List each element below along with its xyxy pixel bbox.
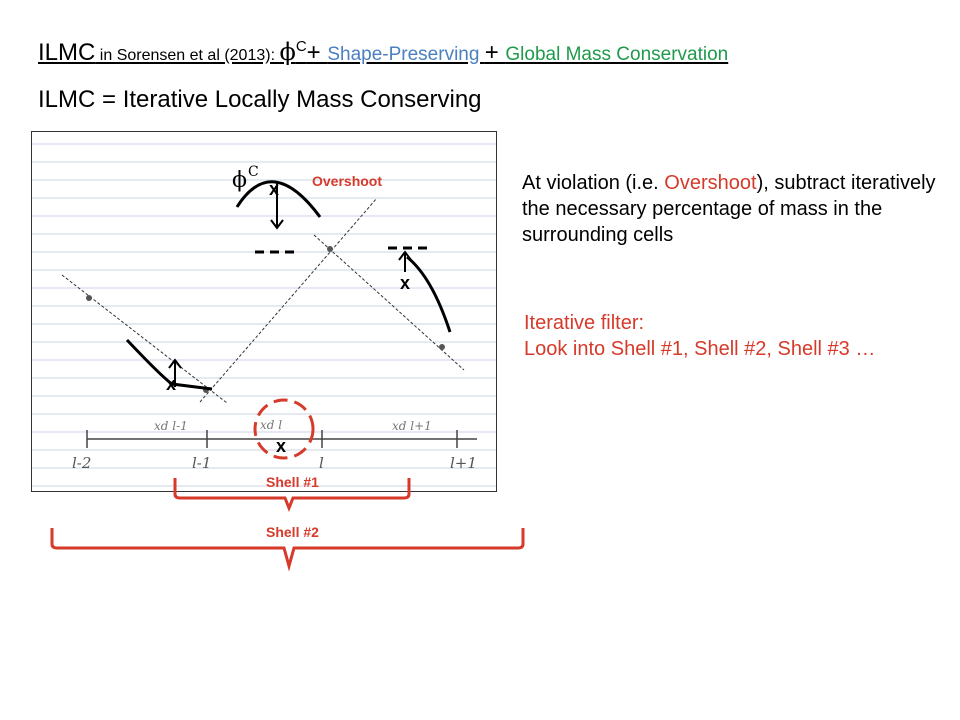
xd-label-l: xd l: [260, 418, 283, 432]
shell-2-label: Shell #2: [266, 524, 319, 540]
violation-text: [522, 170, 942, 248]
violation-pre: At violation (i.e.: [522, 172, 665, 194]
axis-label-l: l: [319, 454, 324, 472]
x-mark-left: x: [166, 374, 177, 394]
title-plus-1: +: [306, 39, 328, 66]
title-citation: in Sorensen et al (2013):: [95, 47, 280, 64]
axis-label-l-1: l-1: [192, 454, 212, 472]
filter-line-2: Look into Shell #1, Shell #2, Shell #3 …: [524, 338, 876, 360]
title-shape-preserving: Shape-Preserving: [327, 44, 485, 65]
violation-post: ), subtract iteratively the necessary percentage of mass in the surrounding cells: [522, 172, 936, 246]
phi-c-sup: C: [248, 164, 259, 180]
phi-c-label: ϕ: [232, 168, 247, 193]
filter-line-1: Iterative filter:: [524, 312, 645, 334]
shell-1-circle: [255, 400, 313, 458]
axis-label-l+1: l+1: [450, 454, 477, 472]
overshoot-label: Overshoot: [312, 173, 383, 189]
x-mark-peak: x: [269, 179, 280, 199]
title-global-mass: Global Mass Conservation: [505, 44, 729, 65]
slide-subtitle: ILMC = Iterative Locally Mass Conserving: [38, 86, 482, 113]
iterative-filter-text: [524, 310, 954, 362]
xd-label-l+1: xd l+1: [392, 419, 432, 433]
axis-label-l-2: l-2: [72, 454, 92, 472]
x-mark-center: x: [276, 436, 287, 456]
violation-overshoot: Overshoot: [664, 172, 757, 194]
title-plus-2: +: [484, 39, 506, 66]
phi-symbol: ϕ: [279, 38, 296, 66]
title-ilmc: ILMC: [38, 39, 96, 66]
x-mark-right: x: [400, 273, 411, 293]
xd-label-l-1: xd l-1: [154, 419, 188, 433]
shell-1-label: Shell #1: [266, 474, 319, 490]
phi-superscript: C: [295, 38, 307, 55]
